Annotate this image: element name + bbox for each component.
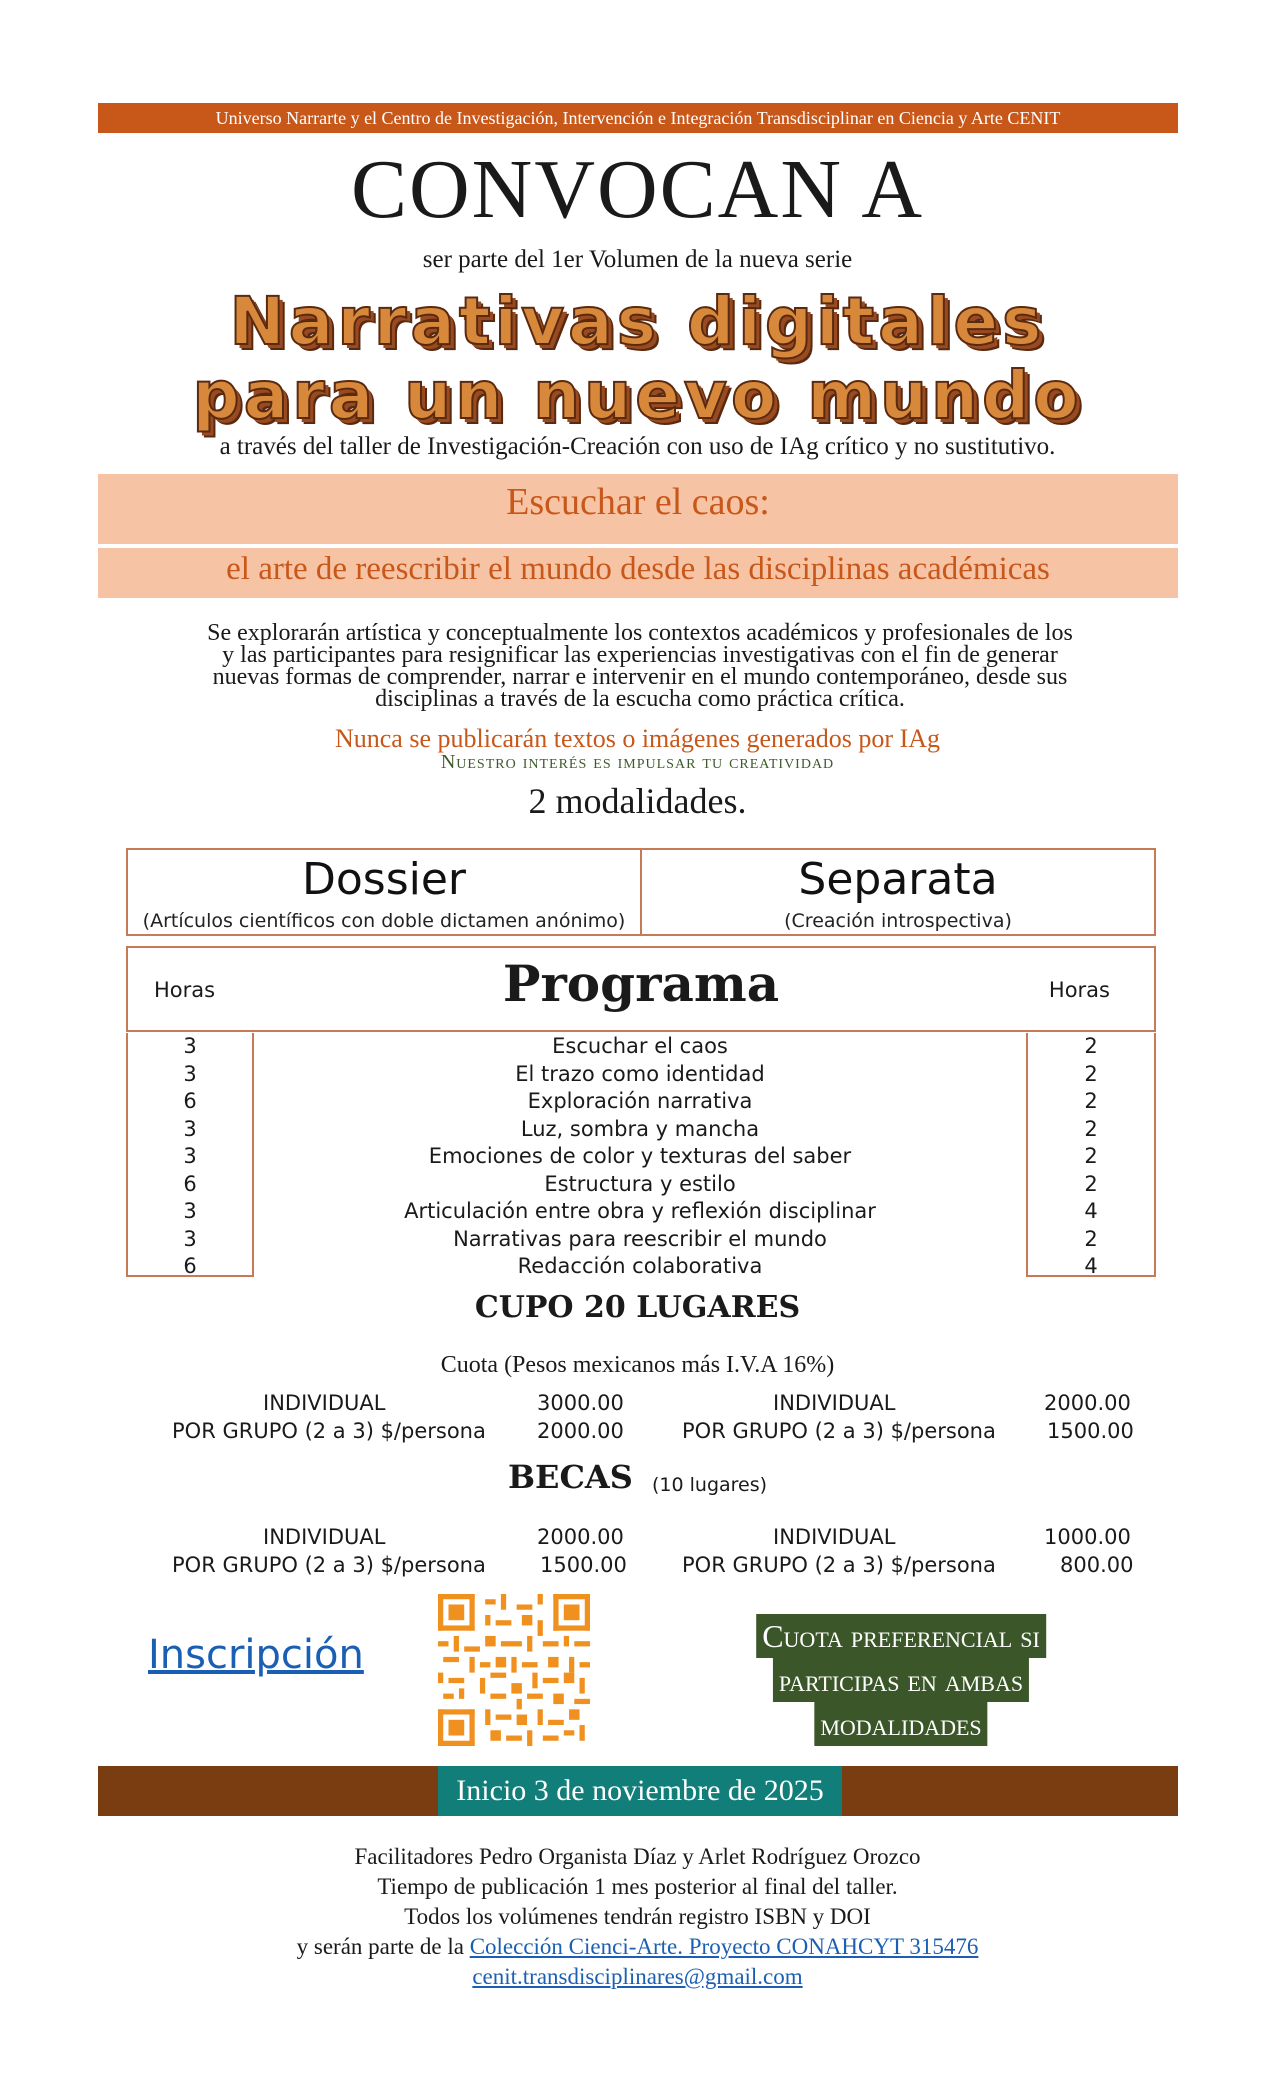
facilitators: Facilitadores Pedro Organista Díaz y Arlet Rodríguez Orozco — [354, 1844, 921, 1869]
hours-right-header: Horas — [1048, 978, 1110, 1002]
table-row — [126, 1033, 1156, 1061]
beca-group-value: 1500.00 — [540, 1553, 627, 1577]
topic: Exploración narrativa — [527, 1089, 753, 1113]
fee-group-value: 2000.00 — [537, 1419, 624, 1443]
hours-separata: 2 — [1084, 1116, 1098, 1141]
capacity-heading: CUPO 20 LUGARES — [474, 1290, 801, 1325]
hours-separata: 4 — [1084, 1199, 1098, 1223]
beca-individual-label: INDIVIDUAL — [263, 1525, 386, 1549]
hours-separata: 2 — [1084, 1034, 1098, 1058]
beca-individual-label: INDIVIDUAL — [773, 1525, 896, 1549]
description-line: nuevas formas de comprender, narrar e intervenir en el mundo contemporáneo, desde sus — [212, 664, 1068, 690]
topic: Estructura y estilo — [544, 1171, 736, 1196]
hours-left-header: Horas — [154, 978, 216, 1002]
hours-dossier: 3 — [183, 1061, 197, 1086]
fee-individual-label: INDIVIDUAL — [263, 1391, 386, 1415]
separata-box — [640, 848, 1156, 936]
topic: Luz, sombra y mancha — [520, 1116, 760, 1141]
topic: Narrativas para reescribir el mundo — [453, 1226, 827, 1251]
topic: El trazo como identidad — [515, 1061, 765, 1086]
beca-individual-value: 1000.00 — [1044, 1525, 1131, 1549]
start-date: Inicio 3 de noviembre de 2025 — [438, 1766, 842, 1816]
hours-separata: 2 — [1084, 1171, 1098, 1196]
hours-separata: 4 — [1084, 1254, 1098, 1278]
dossier-box — [126, 848, 642, 936]
table-row — [126, 1143, 1156, 1171]
taller-line: a través del taller de Investigación-Creación con uso de IAg crítico y no sustitutivo. — [219, 433, 1056, 460]
dossier-subtitle: (Artículos científicos con doble dictamen anónimo) — [142, 910, 626, 932]
beca-individual-value: 2000.00 — [537, 1525, 624, 1549]
preferential-line: Cuota preferencial si — [756, 1614, 1046, 1658]
fee-heading: Cuota (Pesos mexicanos más I.V.A 16%) — [440, 1352, 835, 1378]
becas-heading: BECAS — [508, 1458, 633, 1496]
fee-group-label: POR GRUPO (2 a 3) $/persona — [172, 1419, 486, 1443]
dossier-title: Dossier — [301, 854, 467, 905]
preferential-line: participas en ambas — [773, 1658, 1029, 1702]
hours-dossier: 3 — [183, 1116, 197, 1141]
workshop-description — [100, 622, 1180, 710]
hours-dossier: 3 — [183, 1199, 197, 1223]
collection-link[interactable]: Colección Cienci-Arte. Proyecto CONAHCYT 315476 — [469, 1934, 979, 1959]
fee-individual-value: 3000.00 — [537, 1391, 624, 1415]
becas-count: (10 lugares) — [652, 1474, 768, 1496]
table-row — [126, 1088, 1156, 1116]
series-title-line-1: Narrativas digitales — [229, 283, 1046, 360]
hours-separata: 2 — [1084, 1226, 1098, 1251]
program-title: Programa — [502, 954, 780, 1013]
convocan-heading: CONVOCAN A — [350, 143, 925, 236]
organizers-banner: Universo Narrarte y el Centro de Investigación, Intervención e Integración Transdisciplinar en Ciencia y Arte CENIT — [98, 103, 1178, 133]
hours-dossier: 3 — [183, 1144, 197, 1168]
hours-dossier: 6 — [183, 1089, 197, 1113]
table-row — [126, 1171, 1156, 1199]
beca-group-label: POR GRUPO (2 a 3) $/persona — [172, 1553, 486, 1577]
hours-separata: 2 — [1084, 1144, 1098, 1168]
fee-individual-label: INDIVIDUAL — [773, 1391, 896, 1415]
topic: Emociones de color y texturas del saber — [428, 1144, 852, 1168]
description-line: Se explorarán artística y conceptualmente los contextos académicos y profesionales de los — [207, 620, 1073, 646]
table-row — [126, 1253, 1156, 1281]
hours-dossier: 6 — [183, 1171, 197, 1196]
registry-note: Todos los volúmenes tendrán registro ISBN y DOI — [404, 1904, 871, 1929]
hours-dossier: 3 — [183, 1034, 197, 1058]
series-title-line-2: para un nuevo mundo — [192, 357, 1083, 434]
table-row — [126, 1116, 1156, 1144]
workshop-title: Escuchar el caos: — [506, 481, 770, 523]
topic: Articulación entre obra y reflexión disciplinar — [404, 1199, 876, 1223]
fee-group-value: 1500.00 — [1047, 1419, 1134, 1443]
topic: Escuchar el caos — [552, 1034, 728, 1058]
modalities-heading: 2 modalidades. — [528, 781, 747, 821]
email-line — [0, 1962, 1275, 1992]
table-row — [126, 1226, 1156, 1254]
fee-group-label: POR GRUPO (2 a 3) $/persona — [682, 1419, 996, 1443]
program-header — [126, 946, 1156, 1032]
separata-subtitle: (Creación introspectiva) — [784, 910, 1012, 932]
hours-dossier: 3 — [183, 1226, 197, 1251]
workshop-subtitle: el arte de reescribir el mundo desde las disciplinas académicas — [226, 551, 1050, 587]
topic: Redacción colaborativa — [517, 1254, 763, 1278]
serie-line: ser parte del 1er Volumen de la nueva serie — [422, 246, 853, 273]
email-link[interactable]: cenit.transdisciplinares@gmail.com — [472, 1964, 803, 1989]
beca-group-value: 800.00 — [1060, 1553, 1134, 1577]
table-row — [126, 1061, 1156, 1089]
hours-separata: 2 — [1084, 1089, 1098, 1113]
table-row — [126, 1198, 1156, 1226]
beca-group-label: POR GRUPO (2 a 3) $/persona — [682, 1553, 996, 1577]
description-line: y las participantes para resignificar las experiencias investigativas con el fin de generar — [222, 642, 1058, 668]
preferential-line: modalidades — [814, 1702, 987, 1746]
publication-time: Tiempo de publicación 1 mes posterior al final del taller. — [377, 1874, 898, 1899]
collection-prefix: y serán parte de la — [296, 1934, 470, 1959]
fee-individual-value: 2000.00 — [1044, 1391, 1131, 1415]
preferential-fee-notice — [720, 1614, 1082, 1746]
no-ai-notice: Nunca se publicarán textos o imágenes generados por IAg — [334, 724, 941, 753]
qr-code-icon[interactable] — [438, 1594, 590, 1746]
creativity-notice: Nuestro interés es impulsar tu creatividad — [440, 751, 835, 773]
description-line: disciplinas a través de la escucha como práctica crítica. — [375, 686, 905, 712]
registration-link[interactable]: Inscripción — [148, 1632, 364, 1678]
collection-line — [0, 1932, 1275, 1962]
separata-title: Separata — [798, 854, 998, 905]
hours-separata: 2 — [1084, 1061, 1098, 1086]
hours-dossier: 6 — [183, 1254, 197, 1278]
program-table — [126, 1033, 1156, 1277]
